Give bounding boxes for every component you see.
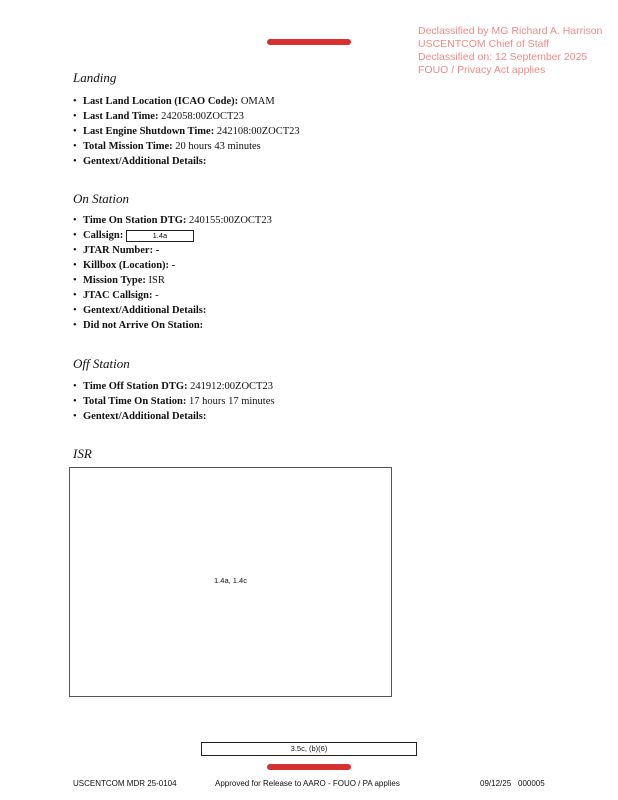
footer-date: 09/12/25 <box>480 779 512 788</box>
list-item: • Mission Type: ISR <box>73 273 272 288</box>
off-station-list <box>73 379 274 424</box>
section-title-off-station: Off Station <box>73 356 130 371</box>
bottom-redaction-box: 3.5c, (b)(6) <box>201 742 417 756</box>
on-station-list <box>73 213 272 333</box>
list-item: • JTAR Number: - <box>73 243 272 258</box>
declass-line: Declassified by MG Richard A. Harrison <box>418 25 603 37</box>
declass-line: USCENTCOM Chief of Staff <box>418 38 550 50</box>
list-item: • Gentext/Additional Details: <box>73 154 300 169</box>
list-item: • Time Off Station DTG: 241912:00ZOCT23 <box>73 379 274 394</box>
list-item: • Last Engine Shutdown Time: 242108:00ZOCT23 <box>73 124 300 139</box>
classification-marking-bottom <box>267 764 351 770</box>
list-item: • Killbox (Location): - <box>73 258 272 273</box>
declass-line: FOUO / Privacy Act applies <box>418 64 546 76</box>
list-item: • JTAC Callsign: - <box>73 288 272 303</box>
isr-redaction-code: 1.4a, 1.4c <box>214 576 247 585</box>
list-item: • Last Land Location (ICAO Code): OMAM <box>73 94 300 109</box>
isr-redaction-box <box>69 467 392 697</box>
landing-list <box>73 94 300 169</box>
list-item: • Gentext/Additional Details: <box>73 303 272 318</box>
list-item: • Time On Station DTG: 240155:00ZOCT23 <box>73 213 272 228</box>
list-item: • Gentext/Additional Details: <box>73 409 274 424</box>
declassification-notice <box>418 25 613 77</box>
classification-marking-top <box>267 39 351 45</box>
list-item: • Last Land Time: 242058:00ZOCT23 <box>73 109 300 124</box>
section-title-on-station: On Station <box>73 191 129 206</box>
list-item: • Total Time On Station: 17 hours 17 minutes <box>73 394 274 409</box>
declass-line: Declassified on: 12 September 2025 <box>418 51 588 63</box>
callsign-redaction-box: 1.4a <box>126 230 194 242</box>
footer-document-id: USCENTCOM MDR 25-0104 <box>73 779 177 788</box>
list-item: • Total Mission Time: 20 hours 43 minutes <box>73 139 300 154</box>
list-item: • Did not Arrive On Station: <box>73 318 272 333</box>
section-title-isr: ISR <box>73 446 92 461</box>
list-item: • Callsign: 1.4a <box>73 228 272 243</box>
footer-release-note: Approved for Release to AARO - FOUO / PA applies <box>215 779 400 788</box>
section-title-landing: Landing <box>73 70 117 85</box>
footer-page-number: 000005 <box>518 779 545 788</box>
